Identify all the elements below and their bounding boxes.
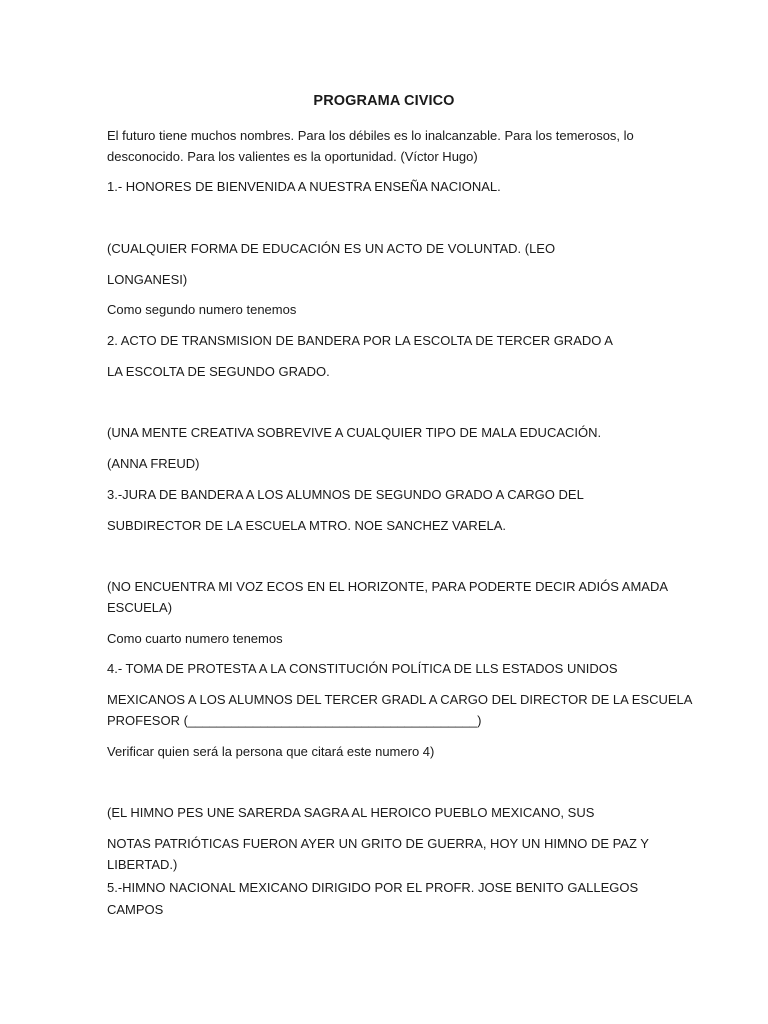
quote-line: (NO ENCUENTRA MI VOZ ECOS EN EL HORIZONTE, PARA PODERTE DECIR ADIÓS AMADA xyxy=(107,579,669,594)
quote-line: desconocido. Para los valientes es la oportunidad. (Víctor Hugo) xyxy=(107,149,478,164)
quote-line: (ANNA FREUD) xyxy=(107,456,200,471)
program-item-4: PROFESOR (________________________________________) xyxy=(107,713,482,728)
note-line: Verificar quien será la persona que citará este numero 4) xyxy=(107,744,435,759)
program-item-2: LA ESCOLTA DE SEGUNDO GRADO. xyxy=(107,364,330,379)
quote-line: (EL HIMNO PES UNE SARERDA SAGRA AL HEROICO PUEBLO MEXICANO, SUS xyxy=(107,805,595,820)
announcement-line: Como segundo numero tenemos xyxy=(107,302,297,317)
quote-line: NOTAS PATRIÓTICAS FUERON AYER UN GRITO DE GUERRA, HOY UN HIMNO DE PAZ Y xyxy=(107,836,649,851)
quote-line: (CUALQUIER FORMA DE EDUCACIÓN ES UN ACTO DE VOLUNTAD. (LEO xyxy=(107,241,556,256)
quote-line: ESCUELA) xyxy=(107,600,173,615)
program-item-2: 2. ACTO DE TRANSMISION DE BANDERA POR LA ESCOLTA DE TERCER GRADO A xyxy=(107,333,613,348)
program-item-5: 5.-HIMNO NACIONAL MEXICANO DIRIGIDO POR EL PROFR. JOSE BENITO GALLEGOS xyxy=(107,880,639,895)
quote-line: (UNA MENTE CREATIVA SOBREVIVE A CUALQUIER TIPO DE MALA EDUCACIÓN. xyxy=(107,425,602,440)
document-title: PROGRAMA CIVICO xyxy=(313,93,455,109)
program-item-1: 1.- HONORES DE BIENVENIDA A NUESTRA ENSEÑA NACIONAL. xyxy=(107,179,501,194)
program-item-4: 4.- TOMA DE PROTESTA A LA CONSTITUCIÓN POLÍTICA DE LLS ESTADOS UNIDOS xyxy=(107,661,618,676)
quote-line: LIBERTAD.) xyxy=(107,857,178,872)
announcement-line: Como cuarto numero tenemos xyxy=(107,631,283,646)
program-item-5: CAMPOS xyxy=(107,902,164,917)
program-item-3: 3.-JURA DE BANDERA A LOS ALUMNOS DE SEGUNDO GRADO A CARGO DEL xyxy=(107,487,584,502)
quote-line: El futuro tiene muchos nombres. Para los débiles es lo inalcanzable. Para los temerosos, lo xyxy=(107,128,634,143)
program-item-3: SUBDIRECTOR DE LA ESCUELA MTRO. NOE SANCHEZ VARELA. xyxy=(107,518,507,533)
program-item-4: MEXICANOS A LOS ALUMNOS DEL TERCER GRADL A CARGO DEL DIRECTOR DE LA ESCUELA xyxy=(107,692,693,707)
quote-line: LONGANESI) xyxy=(107,272,188,287)
